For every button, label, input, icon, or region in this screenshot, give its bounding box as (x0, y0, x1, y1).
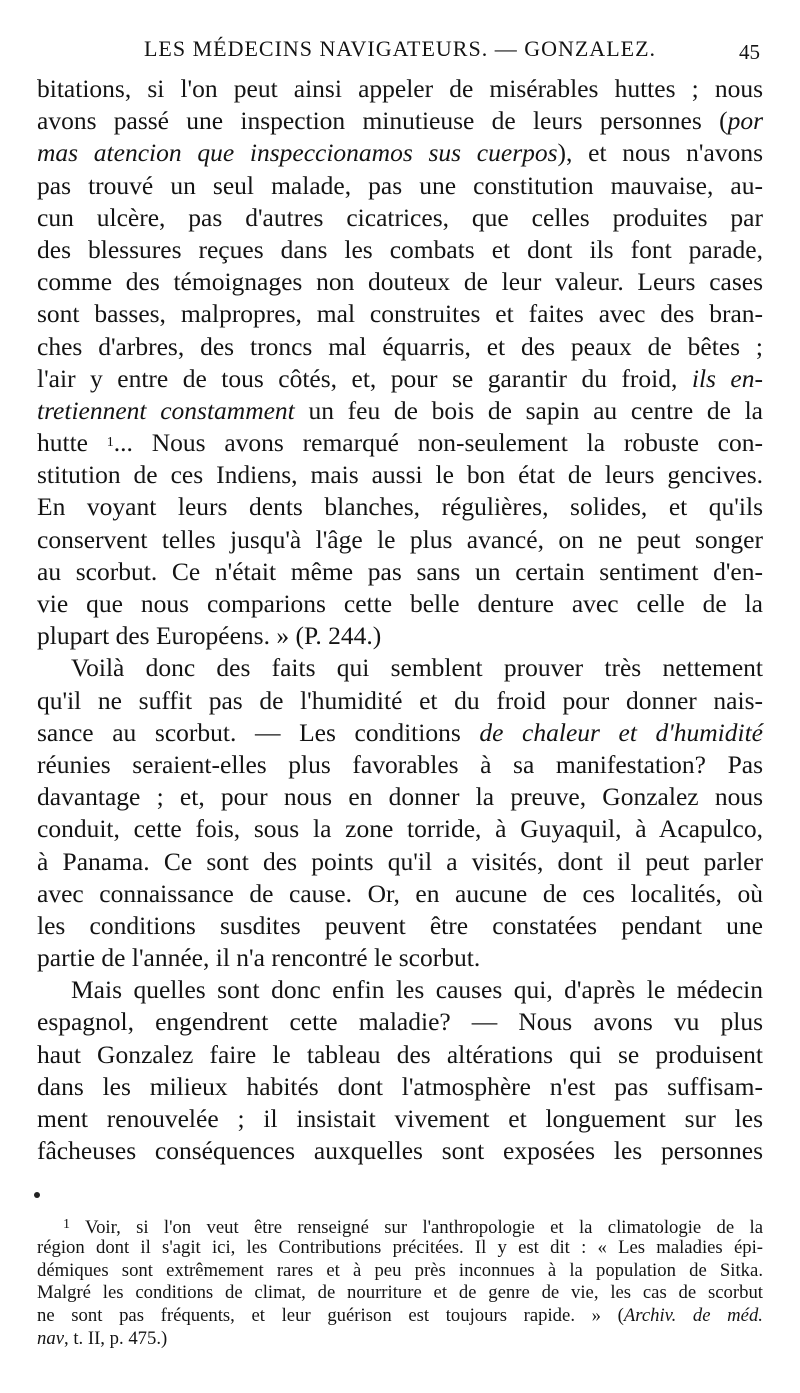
text-line (37, 1039, 763, 1071)
text-run: ... Nous avons remarqué non-seulement la robuste con- (113, 428, 763, 458)
text-run: ches d'arbres, des troncs mal équarris, et des peaux de bêtes ; (37, 331, 763, 361)
page-number: 45 (739, 40, 760, 64)
text-run: réunies seraient-elles plus favorables à sa manifestation? Pas (37, 749, 763, 779)
text-line (37, 781, 763, 813)
text-run: sance au scorbut. — Les conditions (37, 717, 480, 747)
text-line (37, 363, 763, 395)
text-run: , t. II, p. 475.) (63, 1327, 168, 1349)
text-run: ne sont pas fréquents, et leur guérison est toujours rapide. » ( (37, 1305, 624, 1327)
text-run: ment renouvelée ; il insistait vivement et longuement sur les (37, 1104, 763, 1133)
text-run: Voilà donc des faits qui semblent prouver très nettement (71, 653, 763, 683)
text-run: cun ulcère, pas d'autres cicatrices, que celles produites par (37, 202, 763, 232)
text-line (37, 652, 763, 684)
text-run: sont basses, malpropres, mal construites et faites avec des bran- (37, 299, 763, 329)
text-run: plupart des Européens. » (P. 244.) (37, 621, 382, 651)
footnote-line (37, 1214, 763, 1237)
text-line (37, 942, 763, 974)
italic-run: nav (37, 1327, 64, 1349)
text-run: comme des témoignages non douteux de leur valeur. Leurs cases (37, 267, 763, 297)
text-run: l'air y entre de tous côtés, et, pour se garantir du froid, (37, 363, 692, 393)
text-run: partie de l'année, il n'a rencontré le scorbut. (37, 943, 481, 973)
text-line (37, 73, 763, 105)
text-line (37, 459, 763, 491)
italic-run: tretiennent constamment (37, 395, 295, 425)
text-line (37, 524, 763, 556)
text-run: hutte (37, 428, 107, 458)
text-line (37, 298, 763, 330)
text-run: ), et nous n'avons (557, 138, 763, 168)
footnote-line (37, 1260, 763, 1283)
text-line (37, 910, 763, 942)
italic-run: por (727, 106, 763, 136)
text-run: à Panama. Ce sont des points qu'il a visités, dont il peut parler (37, 846, 763, 876)
text-line (37, 974, 763, 1006)
text-line (37, 395, 763, 427)
text-run: les conditions susdites peuvent être constatées pendant une (37, 910, 763, 940)
text-run: démiques sont extrêmement rares et à peu près inconnues à la population de Sitka. (37, 1259, 763, 1281)
text-run: des blessures reçues dans les combats et dont ils font parade, (37, 234, 763, 264)
text-run: avons passé une inspection minutieuse de leurs personnes ( (37, 106, 728, 136)
text-run: Mais quelles sont donc enfin les causes qui, d'après le médecin (71, 975, 763, 1005)
text-line (37, 813, 763, 845)
text-run: haut Gonzalez faire le tableau des altérations qui se produisent (37, 1039, 763, 1069)
italic-run: Archiv. de méd. (623, 1305, 763, 1327)
footnote-line (37, 1282, 763, 1305)
text-run: conduit, cette fois, sous la zone torride, à Guyaquil, à Acapulco, (37, 814, 763, 844)
footnote-marker: 1 (63, 1217, 70, 1232)
text-line (37, 105, 763, 137)
body-text (37, 73, 763, 1167)
text-run: conservent telles jusqu'à l'âge le plus avancé, on ne peut songer (37, 524, 763, 554)
text-line (37, 588, 763, 620)
text-line (37, 170, 763, 202)
text-line (37, 1006, 763, 1038)
italic-run: mas atencion que inspeccionamos sus cuerpos (37, 138, 558, 168)
text-run: bitations, si l'on peut ainsi appeler de misérables huttes ; nous (37, 74, 763, 103)
text-run: espagnol, engendrent cette maladie? — Nous avons vu plus (37, 1007, 763, 1037)
page-header (36, 30, 764, 70)
text-run: stitution de ces Indiens, mais aussi le bon état de leurs gencives. (37, 460, 763, 490)
text-line (37, 234, 763, 266)
text-line (37, 331, 763, 363)
text-line (37, 427, 763, 459)
footnote-marker: 1 (106, 435, 114, 451)
text-run: pas trouvé un seul malade, pas une constitution mauvaise, au- (37, 170, 763, 200)
text-run: davantage ; et, pour nous en donner la preuve, Gonzalez nous (37, 782, 763, 812)
text-line (37, 266, 763, 298)
footnote-separator (34, 1192, 40, 1198)
text-run: vie que nous comparions cette belle denture avec celle de la (37, 589, 763, 618)
text-line (37, 620, 763, 652)
italic-run: de chaleur et d'humidité (479, 717, 763, 747)
footnotes (37, 1214, 763, 1351)
text-line (37, 1135, 763, 1167)
text-line (37, 137, 763, 169)
text-line (37, 491, 763, 523)
text-line (37, 717, 763, 749)
text-run: qu'il ne suffit pas de l'humidité et du froid pour donner nais- (37, 685, 763, 715)
text-line (37, 846, 763, 878)
text-run: fâcheuses conséquences auxquelles sont exposées les personnes (37, 1136, 763, 1166)
text-run: avec connaissance de cause. Or, en aucune de ces localités, où (37, 878, 763, 908)
text-run: Malgré les conditions de climat, de nourriture et de genre de vie, les cas de scorbut (37, 1282, 763, 1304)
text-line (37, 202, 763, 234)
text-run: En voyant leurs dents blanches, régulières, solides, et qu'ils (37, 492, 763, 522)
text-line (37, 1071, 763, 1103)
text-line (37, 685, 763, 717)
text-run: au scorbut. Ce n'était même pas sans un certain sentiment d'en- (37, 556, 763, 586)
text-run: un feu de bois de sapin au centre de la (294, 395, 763, 425)
text-line (37, 749, 763, 781)
text-run: Voir, si l'on veut être renseigné sur l'anthropologie et la climatologie de la (70, 1217, 763, 1238)
footnote-line (37, 1328, 763, 1351)
text-run: dans les milieux habités dont l'atmosphère n'est pas suffisam- (37, 1071, 763, 1101)
text-line (37, 1103, 763, 1135)
running-head: LES MÉDECINS NAVIGATEURS. — GONZALEZ. (143, 36, 657, 61)
italic-run: ils en- (691, 363, 763, 393)
footnote-line (37, 1237, 763, 1260)
footnote-line (37, 1305, 763, 1328)
text-line (37, 878, 763, 910)
text-run: région dont il s'agit ici, les Contributions précitées. Il y est dit : « Les maladies épi- (37, 1236, 763, 1258)
text-line (37, 556, 763, 588)
